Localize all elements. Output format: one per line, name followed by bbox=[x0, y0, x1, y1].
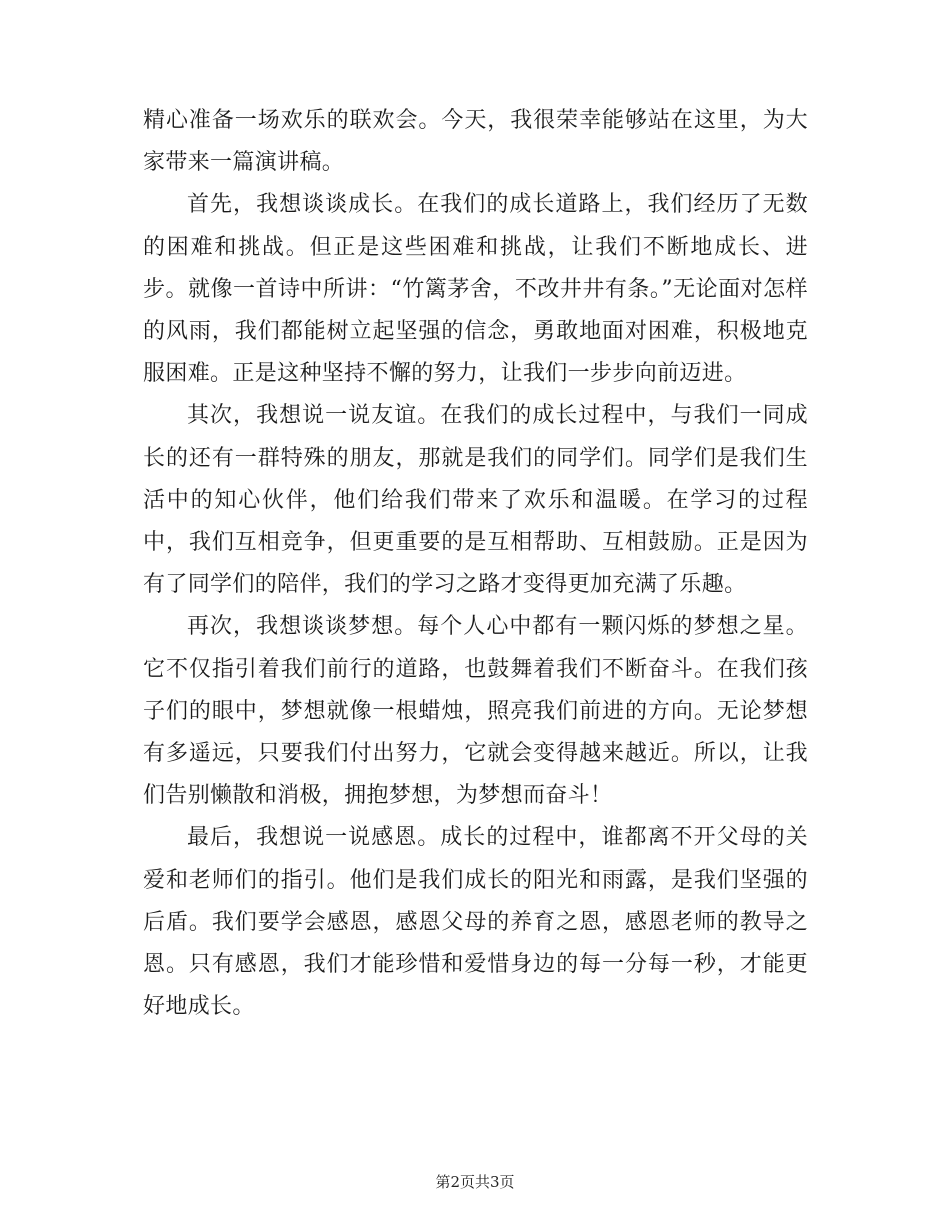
paragraph-gratitude: 最后，我想说一说感恩。成长的过程中，谁都离不开父母的关爱和老师们的指引。他们是我们成长的阳光和雨露，是我们坚强的后盾。我们要学会感恩，感恩父母的养育之恩，感恩老师的教导之恩。只有感恩，我们才能珍惜和爱惜身边的每一分每一秒，才能更好地成长。 bbox=[143, 825, 808, 1020]
paragraph-continuation: 精心准备一场欢乐的联欢会。今天，我很荣幸能够站在这里，为大家带来一篇演讲稿。 bbox=[143, 108, 808, 176]
paragraph-growth: 首先，我想谈谈成长。在我们的成长道路上，我们经历了无数的困难和挑战。但正是这些困难和挑战，让我们不断地成长、进步。就像一首诗中所讲：“竹篱茅舍，不改井井有条。”无论面对怎样的风雨，我们都能树立起坚强的信念，勇敢地面对困难，积极地克服困难。正是这种坚持不懈的努力，让我们一步步向前迈进。 bbox=[143, 192, 808, 387]
document-body bbox=[143, 100, 808, 1028]
paragraph-dreams: 再次，我想谈谈梦想。每个人心中都有一颗闪烁的梦想之星。它不仅指引着我们前行的道路，也鼓舞着我们不断奋斗。在我们孩子们的眼中，梦想就像一根蜡烛，照亮我们前进的方向。无论梦想有多遥远，只要我们付出努力，它就会变得越来越近。所以，让我们告别懒散和消极，拥抱梦想，为梦想而奋斗！ bbox=[143, 614, 808, 809]
page-number-footer: 第2页共3页 bbox=[435, 1173, 515, 1191]
paragraph-friendship: 其次，我想说一说友谊。在我们的成长过程中，与我们一同成长的还有一群特殊的朋友，那就是我们的同学们。同学们是我们生活中的知心伙伴，他们给我们带来了欢乐和温暖。在学习的过程中，我们互相竞争，但更重要的是互相帮助、互相鼓励。正是因为有了同学们的陪伴，我们的学习之路才变得更加充满了乐趣。 bbox=[143, 403, 808, 598]
